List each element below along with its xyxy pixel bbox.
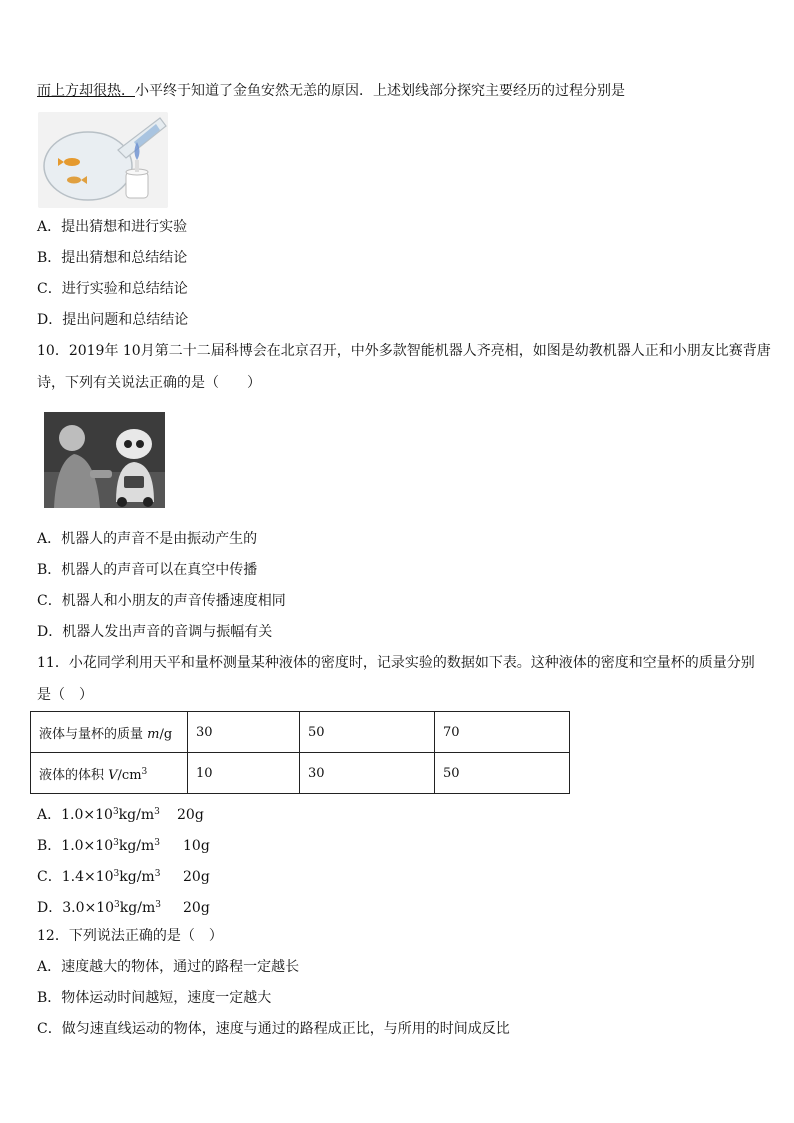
- table-cell: 70: [435, 712, 570, 753]
- q12-stem: 12．下列说法正确的是（ ）: [37, 928, 223, 944]
- q10-option-a[interactable]: A．机器人的声音不是由振动产生的: [37, 531, 258, 547]
- q11-stem-line1: 11．小花同学利用天平和量杯测量某种液体的密度时，记录实验的数据如下表。这种液体的密度和空量杯的质量分别: [37, 655, 755, 671]
- table-row-label: 液体与量杯的质量 m/g: [31, 712, 188, 753]
- table-cell: 10: [188, 753, 300, 794]
- q11-data-table: [30, 711, 570, 794]
- q10-option-d[interactable]: D．机器人发出声音的音调与振幅有关: [37, 624, 273, 640]
- q9-option-b[interactable]: B．提出猜想和总结结论: [37, 250, 188, 266]
- robot-child-image: [44, 412, 165, 508]
- q12-option-a[interactable]: A．速度越大的物体，通过的路程一定越长: [37, 959, 300, 975]
- fish-flask-image: [38, 112, 168, 208]
- q11-stem-line2: 是（ ）: [37, 687, 93, 703]
- q9-stem-tail: [37, 82, 625, 100]
- q11-option-b[interactable]: B．$1.0\times 10^3kg/m^3$ 10g: [37, 838, 210, 854]
- table-cell: 50: [300, 712, 435, 753]
- q11-option-a[interactable]: A．$1.0\times 10^3kg/m^3$ 20g: [37, 807, 204, 823]
- q12-option-c[interactable]: C．做匀速直线运动的物体，速度与通过的路程成正比，与所用的时间成反比: [37, 1021, 510, 1037]
- table-cell: 50: [435, 753, 570, 794]
- table-row: [31, 753, 570, 794]
- q10-stem-line2: 诗，下列有关说法正确的是（ ）: [37, 375, 261, 391]
- q11-option-d[interactable]: D．$3.0\times 10^3kg/m^3$ 20g: [37, 900, 210, 916]
- q9-option-a[interactable]: A．提出猜想和进行实验: [37, 219, 188, 235]
- q9-stem-rest: 小平终于知道了金鱼安然无恙的原因．上述划线部分探究主要经历的过程分别是: [135, 83, 625, 99]
- q11-option-c[interactable]: C．$1.4\times 10^3kg/m^3$ 20g: [37, 869, 210, 885]
- q9-option-c[interactable]: C．进行实验和总结结论: [37, 281, 188, 297]
- q10-stem-line1: 10．2019年 10月第二十二届科博会在北京召开，中外多款智能机器人齐亮相，如图是幼教机器人正和小朋友比赛背唐: [37, 343, 771, 359]
- table-cell: 30: [300, 753, 435, 794]
- q12-option-b[interactable]: B．物体运动时间越短，速度一定越大: [37, 990, 272, 1006]
- q10-option-c[interactable]: C．机器人和小朋友的声音传播速度相同: [37, 593, 286, 609]
- fish-flask-illustration: [38, 112, 168, 208]
- table-cell: 30: [188, 712, 300, 753]
- q9-option-d[interactable]: D．提出问题和总结结论: [37, 312, 189, 328]
- robot-child-illustration: [44, 412, 165, 508]
- q10-option-b[interactable]: B．机器人的声音可以在真空中传播: [37, 562, 258, 578]
- table-row-label: 液体的体积 $V/cm^3$: [31, 753, 188, 794]
- table-row: [31, 712, 570, 753]
- q9-underlined-text: 而上方却很热．: [37, 83, 135, 99]
